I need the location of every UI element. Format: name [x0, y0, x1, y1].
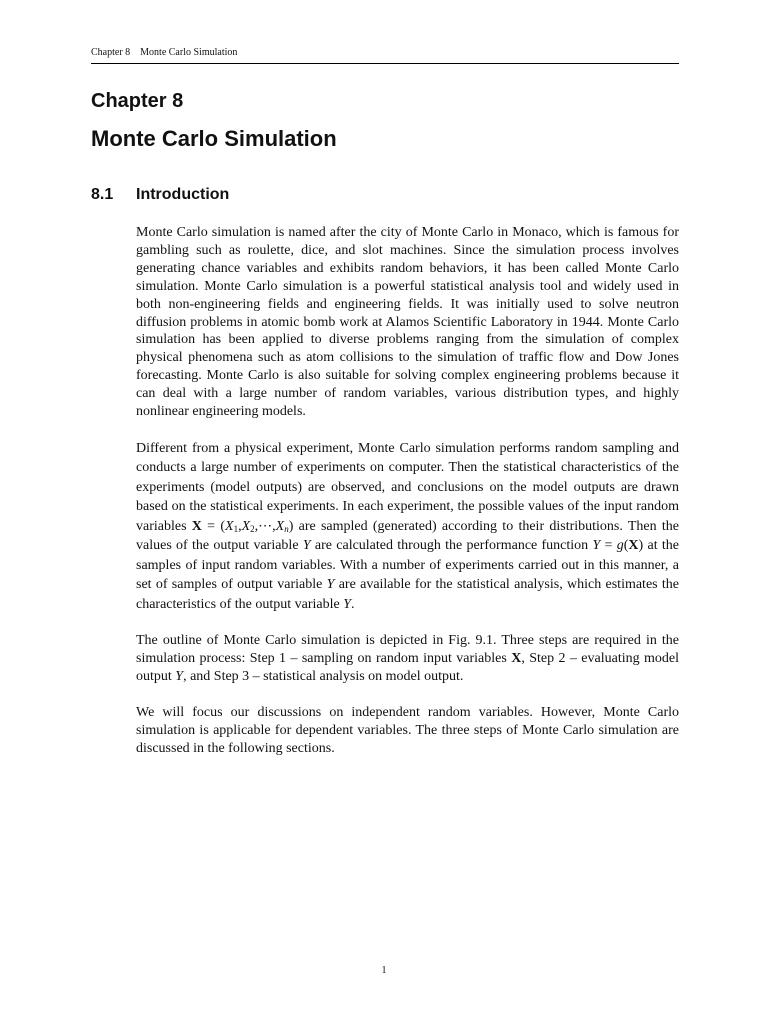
- paragraph-4: We will focus our discussions on independent random variables. However, Monte Carlo simulation is applicable for dependent variables. The three steps of Monte Carlo simulation are discussed in the following sections.: [136, 705, 679, 756]
- page-number: 1: [381, 965, 387, 976]
- paragraph-1: Monte Carlo simulation is named after the city of Monte Carlo in Monaco, which is famous for gambling such as roulette, dice, and slot machines. Since the simulation process involves generating chance variables and exhibits random behaviors, it has been called Monte Carlo simulation. Monte Carlo simulation is a powerful statistical analysis tool and widely used in both non-engineering fields and engineering fields. It was initially used to solve neutron diffusion problems in atomic bomb work at Alamos Scientific Laboratory in 1944. Monte Carlo simulation has been applied to diverse problems ranging from the simulation of complex physical phenomena such as atom collisions to the simulation of traffic flow and Dow Jones forecasting. Monte Carlo is also suitable for solving complex engineering problems because it can deal with a large number of random variables, various distribution types, and highly nonlinear engineering models.: [136, 225, 679, 420]
- var-y: Y: [302, 538, 311, 554]
- eq1-xn: X: [275, 518, 285, 534]
- p2-text-3: are calculated through the performance function: [310, 538, 593, 554]
- vector-x: X: [511, 651, 522, 667]
- eq1-comma: ,: [238, 518, 242, 534]
- var-y: Y: [343, 596, 351, 612]
- var-y: Y: [175, 669, 184, 685]
- section-heading: [91, 186, 229, 204]
- eq2-y: Y: [592, 538, 601, 554]
- eq1-x1: X: [225, 518, 234, 534]
- eq1-sub-n: n: [284, 523, 289, 534]
- eq1-sub-2: 2: [250, 523, 255, 534]
- p2-text-5: are available for the statistical analysis, which estimates the characteristics of the output variable: [136, 577, 680, 612]
- eq2-open: (: [623, 538, 629, 554]
- eq2-close: ): [638, 538, 644, 554]
- paragraph-3: [136, 632, 679, 686]
- eq2-equals: =: [600, 538, 617, 554]
- var-y: Y: [326, 577, 335, 593]
- chapter-title: Monte Carlo Simulation: [91, 126, 337, 151]
- paragraph-2: [136, 439, 679, 615]
- p3-text-3: , and Step 3 – statistical analysis on model output.: [183, 669, 464, 685]
- eq2-vector-x: X: [628, 538, 639, 554]
- p2-text-4: at the samples of input random variables. With a number of experiments carried out in this manner, a set of samples of output variable: [136, 538, 679, 593]
- eq1-sub-1: 1: [233, 523, 239, 534]
- section-title: Introduction: [136, 186, 230, 203]
- running-header-chapter: Chapter 8: [91, 47, 131, 58]
- section-number: 8.1: [91, 186, 114, 203]
- chapter-label: Chapter 8: [91, 90, 184, 112]
- eq1-equals: = (: [201, 518, 225, 534]
- eq1-close: ): [288, 518, 294, 534]
- p2-text-6: .: [351, 596, 355, 612]
- p2-text-2: are sampled (generated) according to their distributions. Then the values of the output variable: [136, 518, 680, 554]
- p2-text-1: Different from a physical experiment, Monte Carlo simulation performs random sampling and conducts a large number of experiments on computer. Then the statistical characteristics of the experiments (model outputs) are observed, and conclusions on the model outputs are drawn based on the statistical experiments. In each experiment, the possible values of the input random variables: [136, 440, 679, 534]
- p3-text-2: , Step 2 – evaluating model output: [136, 651, 679, 685]
- eq2-g: g: [616, 538, 624, 554]
- p3-text-1: The outline of Monte Carlo simulation is depicted in Fig. 9.1. Three steps are required in the simulation process: Step 1 – sampling on random input variables: [136, 633, 679, 667]
- eq1-dots: ,⋯,: [254, 518, 276, 534]
- running-header-title: Monte Carlo Simulation: [140, 47, 238, 58]
- eq1-vector-x: X: [191, 518, 202, 534]
- eq1-x2: X: [241, 518, 251, 534]
- body-text: [136, 224, 679, 776]
- running-header: [91, 47, 679, 64]
